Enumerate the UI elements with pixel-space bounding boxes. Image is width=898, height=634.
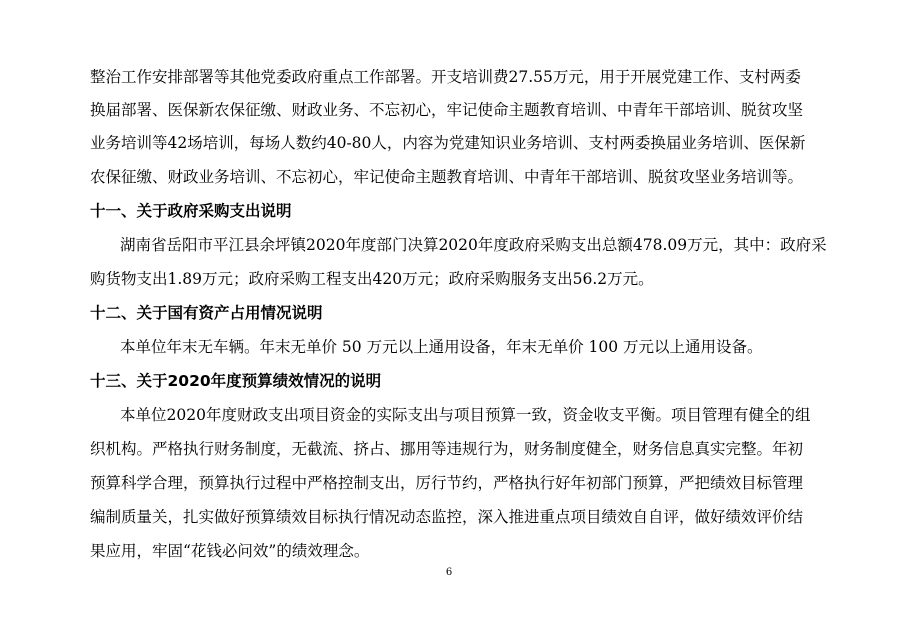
- section-heading: 十二、关于国有资产占用情况说明: [90, 304, 323, 322]
- paragraph-line: 编制质量关，扎实做好预算绩效目标执行情况动态监控，深入推进重点项目绩效自自评，做好绩效评价结: [90, 508, 804, 526]
- paragraph-line: 湖南省岳阳市平江县余坪镇2020年度部门决算2020年度政府采购支出总额478.09万元，其中：政府采: [120, 236, 827, 254]
- paragraph-line: 织机构。严格执行财务制度，无截流、挤占、挪用等违规行为，财务制度健全，财务信息真实完整。年初: [90, 440, 804, 458]
- paragraph-line: 果应用，牢固“花钱必问效”的绩效理念。: [90, 542, 370, 560]
- paragraph-line: 购货物支出1.89万元；政府采购工程支出420万元；政府采购服务支出56.2万元。: [90, 270, 654, 288]
- section-heading: 十一、关于政府采购支出说明: [90, 202, 292, 220]
- paragraph-line: 换届部署、医保新农保征缴、财政业务、不忘初心，牢记使命主题教育培训、中青年干部培训、脱贫攻坚: [90, 101, 804, 119]
- paragraph-line: 预算科学合理，预算执行过程中严格控制支出，厉行节约，严格执行好年初部门预算，严把绩效目标管理: [90, 474, 804, 492]
- section-heading: 十三、关于2020年度预算绩效情况的说明: [90, 372, 382, 390]
- paragraph-line: 整治工作安排部署等其他党委政府重点工作部署。开支培训费27.55万元，用于开展党建工作、支村两委: [90, 68, 801, 86]
- paragraph-line: 业务培训等42场培训，每场人数约40-80人，内容为党建知识业务培训、支村两委换届业务培训、医保新: [90, 134, 806, 152]
- page-number: 6: [445, 567, 453, 578]
- paragraph-line: 本单位2020年度财政支出项目资金的实际支出与项目预算一致，资金收支平衡。项目管理有健全的组: [120, 406, 811, 424]
- paragraph-line: 农保征缴、财政业务培训、不忘初心，牢记使命主题教育培训、中青年干部培训、脱贫攻坚业务培训等。: [90, 168, 804, 186]
- paragraph-line: 本单位年末无车辆。年末无单价 50 万元以上通用设备，年末无单价 100 万元以上通用设备。: [120, 338, 763, 356]
